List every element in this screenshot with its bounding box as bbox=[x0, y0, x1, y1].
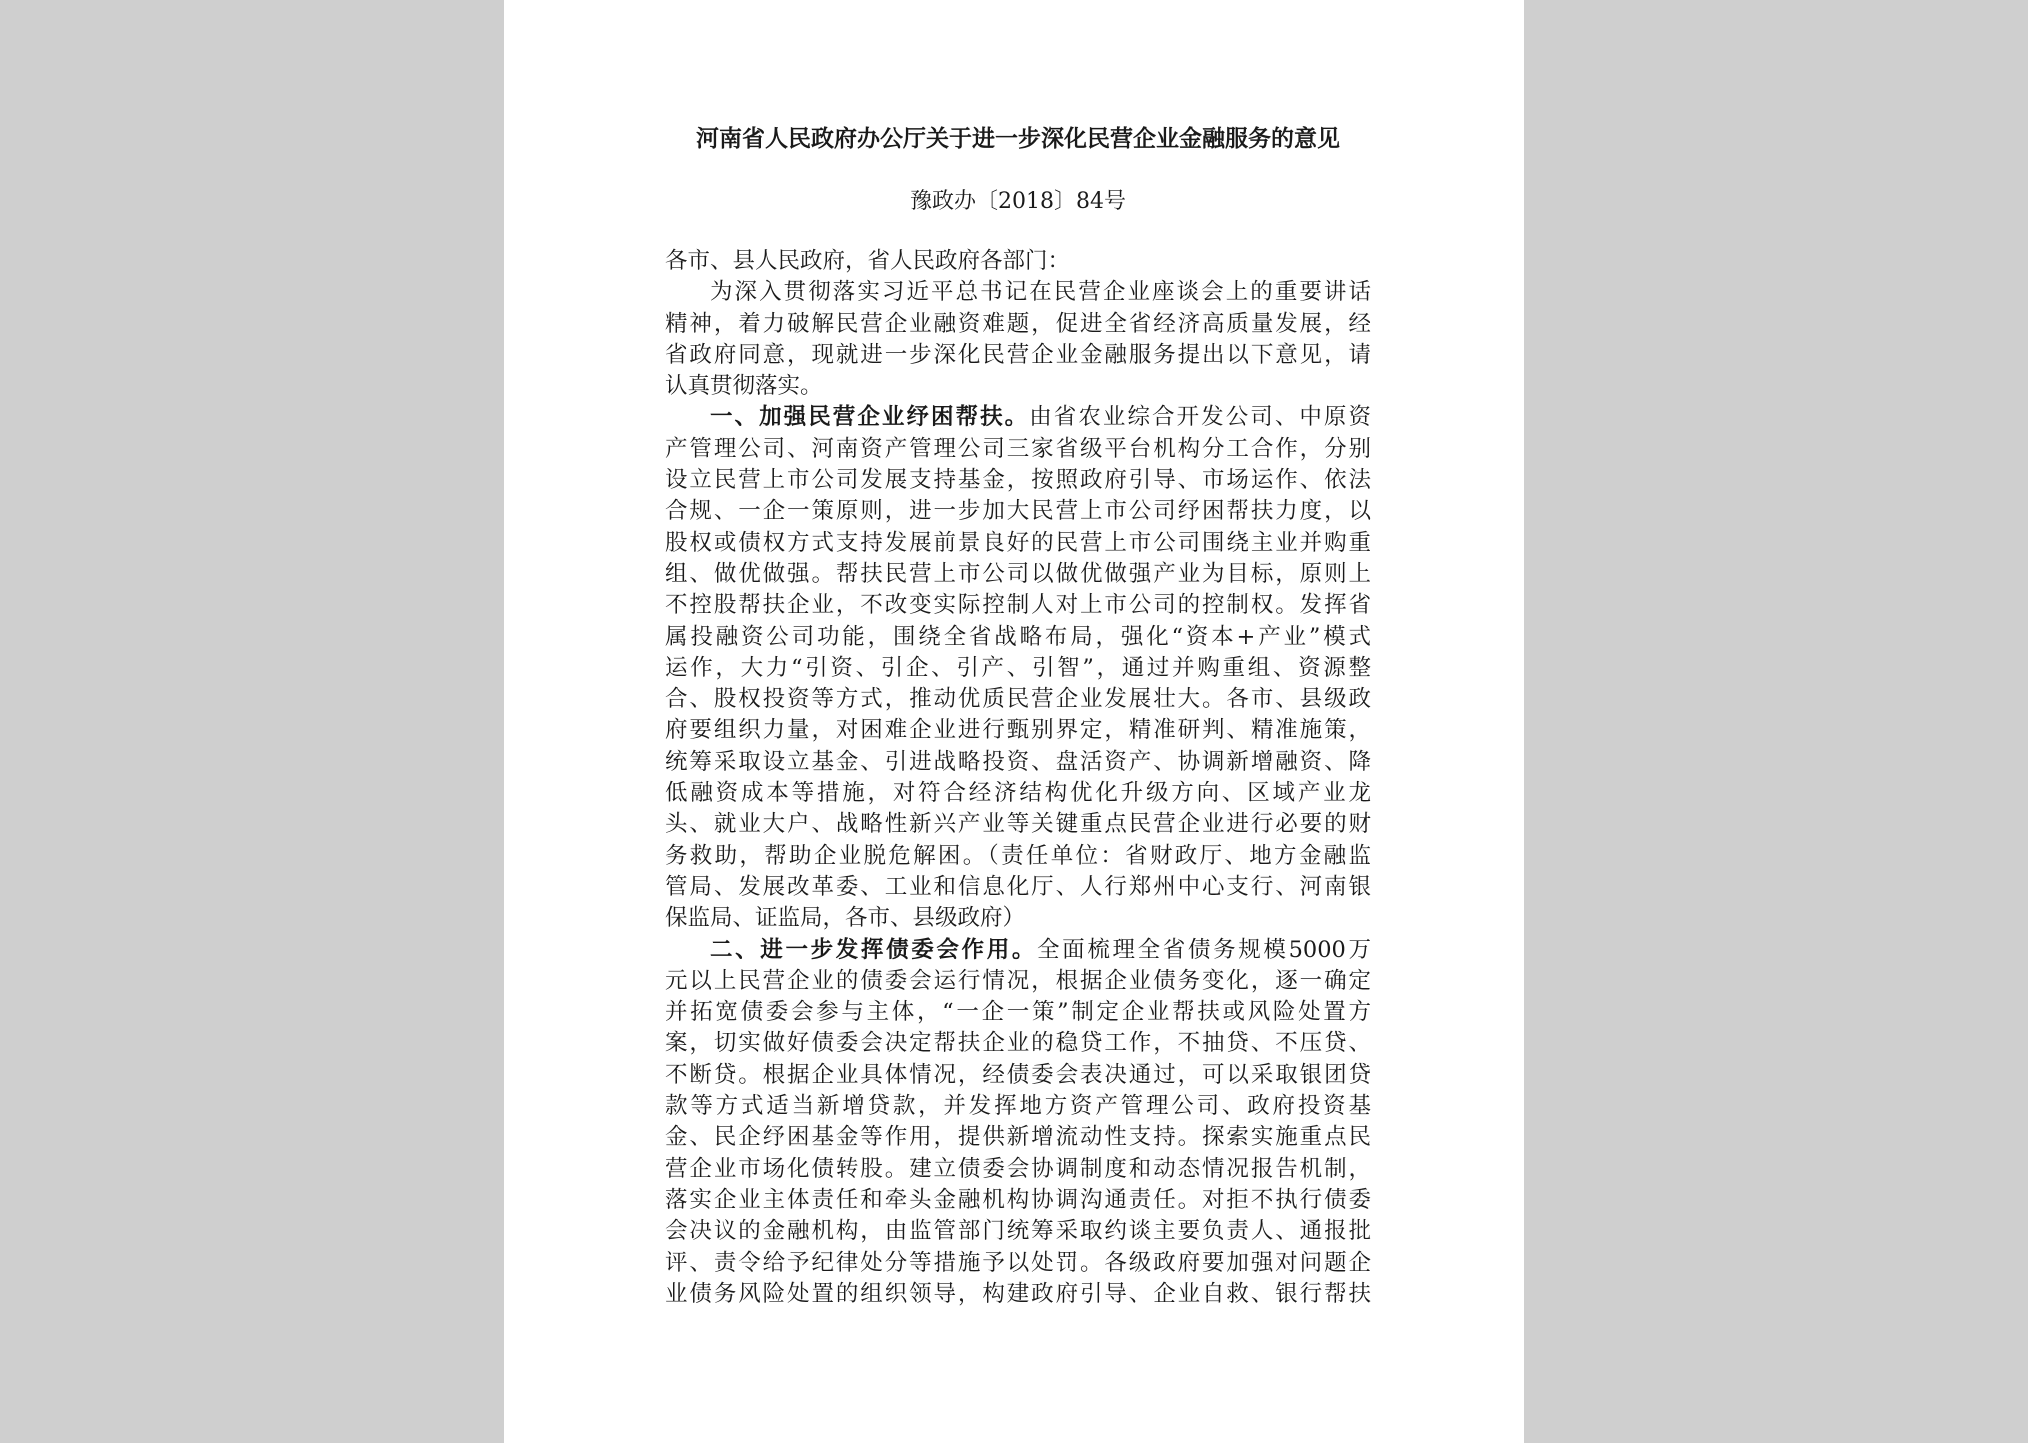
text-line bbox=[665, 935, 1371, 966]
text-line: 合、股权投资等方式，推动优质民营企业发展壮大。各市、县级政 bbox=[665, 686, 1371, 713]
text-line: 设立民营上市公司发展支持基金，按照政府引导、市场运作、依法 bbox=[665, 467, 1371, 494]
section-2-first-line-text: 全面梳理全省债务规模5000万 bbox=[1037, 936, 1371, 963]
page-content bbox=[665, 118, 1371, 1310]
section-1-heading: 一、加强民营企业纾困帮扶。 bbox=[710, 404, 1030, 431]
text-line: 合规、一企一策原则，进一步加大民营上市公司纾困帮扶力度，以 bbox=[665, 498, 1371, 525]
section-2-heading: 二、进一步发挥债委会作用。 bbox=[710, 936, 1038, 963]
document-page bbox=[504, 0, 1524, 1443]
text-line: 不控股帮扶企业，不改变实际控制人对上市公司的控制权。发挥省 bbox=[665, 592, 1371, 619]
text-line: 精神，着力破解民营企业融资难题，促进全省经济高质量发展，经 bbox=[665, 310, 1371, 337]
text-line: 省政府同意，现就进一步深化民营企业金融服务提出以下意见，请 bbox=[665, 341, 1371, 368]
text-line: 统筹采取设立基金、引进战略投资、盘活资产、协调新增融资、降 bbox=[665, 748, 1371, 775]
text-line: 运作，大力“引资、引企、引产、引智”，通过并购重组、资源整 bbox=[665, 654, 1371, 681]
text-line: 不断贷。根据企业具体情况，经债委会表决通过，可以采取银团贷 bbox=[665, 1061, 1371, 1088]
text-line: 产管理公司、河南资产管理公司三家省级平台机构分工合作，分别 bbox=[665, 435, 1371, 462]
salutation: 各市、县人民政府，省人民政府各部门： bbox=[665, 248, 1071, 274]
text-line: 务救助，帮助企业脱危解困。（责任单位：省财政厅、地方金融监 bbox=[665, 842, 1371, 869]
text-line: 元以上民营企业的债委会运行情况，根据企业债务变化，逐一确定 bbox=[665, 967, 1371, 994]
text-line: 头、就业大户、战略性新兴产业等关键重点民营企业进行必要的财 bbox=[665, 811, 1371, 838]
text-line: 落实企业主体责任和牵头金融机构协调沟通责任。对拒不执行债委 bbox=[665, 1186, 1371, 1213]
text-line: 低融资成本等措施，对符合经济结构优化升级方向、区域产业龙 bbox=[665, 780, 1371, 807]
text-line: 属投融资公司功能，围绕全省战略布局，强化“资本+产业”模式 bbox=[665, 623, 1371, 650]
text-line: 认真贯彻落实。 bbox=[665, 373, 823, 400]
text-line: 会决议的金融机构，由监管部门统筹采取约谈主要负责人、通报批 bbox=[665, 1218, 1371, 1245]
text-line: 保监局、证监局，各市、县级政府） bbox=[665, 905, 1026, 932]
text-line: 金、民企纾困基金等作用，提供新增流动性支持。探索实施重点民 bbox=[665, 1124, 1371, 1151]
text-line: 为深入贯彻落实习近平总书记在民营企业座谈会上的重要讲话 bbox=[710, 279, 1371, 306]
text-line: 股权或债权方式支持发展前景良好的民营上市公司围绕主业并购重 bbox=[665, 529, 1371, 556]
section-2-paragraph bbox=[665, 935, 1371, 1311]
text-line: 评、责令给予纪律处分等措施予以处罚。各级政府要加强对问题企 bbox=[665, 1249, 1371, 1276]
text-line: 府要组织力量，对困难企业进行甄别界定，精准研判、精准施策， bbox=[665, 717, 1371, 744]
text-line: 管局、发展改革委、工业和信息化厅、人行郑州中心支行、河南银 bbox=[665, 873, 1371, 900]
text-line: 营企业市场化债转股。建立债委会协调制度和动态情况报告机制， bbox=[665, 1155, 1371, 1182]
document-number: 豫政办〔2018〕84号 bbox=[910, 189, 1126, 214]
section-1-paragraph bbox=[665, 402, 1371, 934]
text-line bbox=[665, 402, 1371, 433]
text-line: 案，切实做好债委会决定帮扶企业的稳贷工作，不抽贷、不压贷、 bbox=[665, 1030, 1371, 1057]
intro-paragraph bbox=[665, 277, 1371, 402]
document-title: 河南省人民政府办公厅关于进一步深化民营企业金融服务的意见 bbox=[696, 125, 1340, 152]
section-1-first-line-text: 由省农业综合开发公司、中原资 bbox=[1029, 404, 1371, 431]
text-line: 业债务风险处置的组织领导，构建政府引导、企业自救、银行帮扶 bbox=[665, 1280, 1371, 1307]
text-line: 款等方式适当新增贷款，并发挥地方资产管理公司、政府投资基 bbox=[665, 1093, 1371, 1120]
text-line: 并拓宽债委会参与主体，“一企一策”制定企业帮扶或风险处置方 bbox=[665, 999, 1371, 1026]
text-line: 组、做优做强。帮扶民营上市公司以做优做强产业为目标，原则上 bbox=[665, 560, 1371, 587]
